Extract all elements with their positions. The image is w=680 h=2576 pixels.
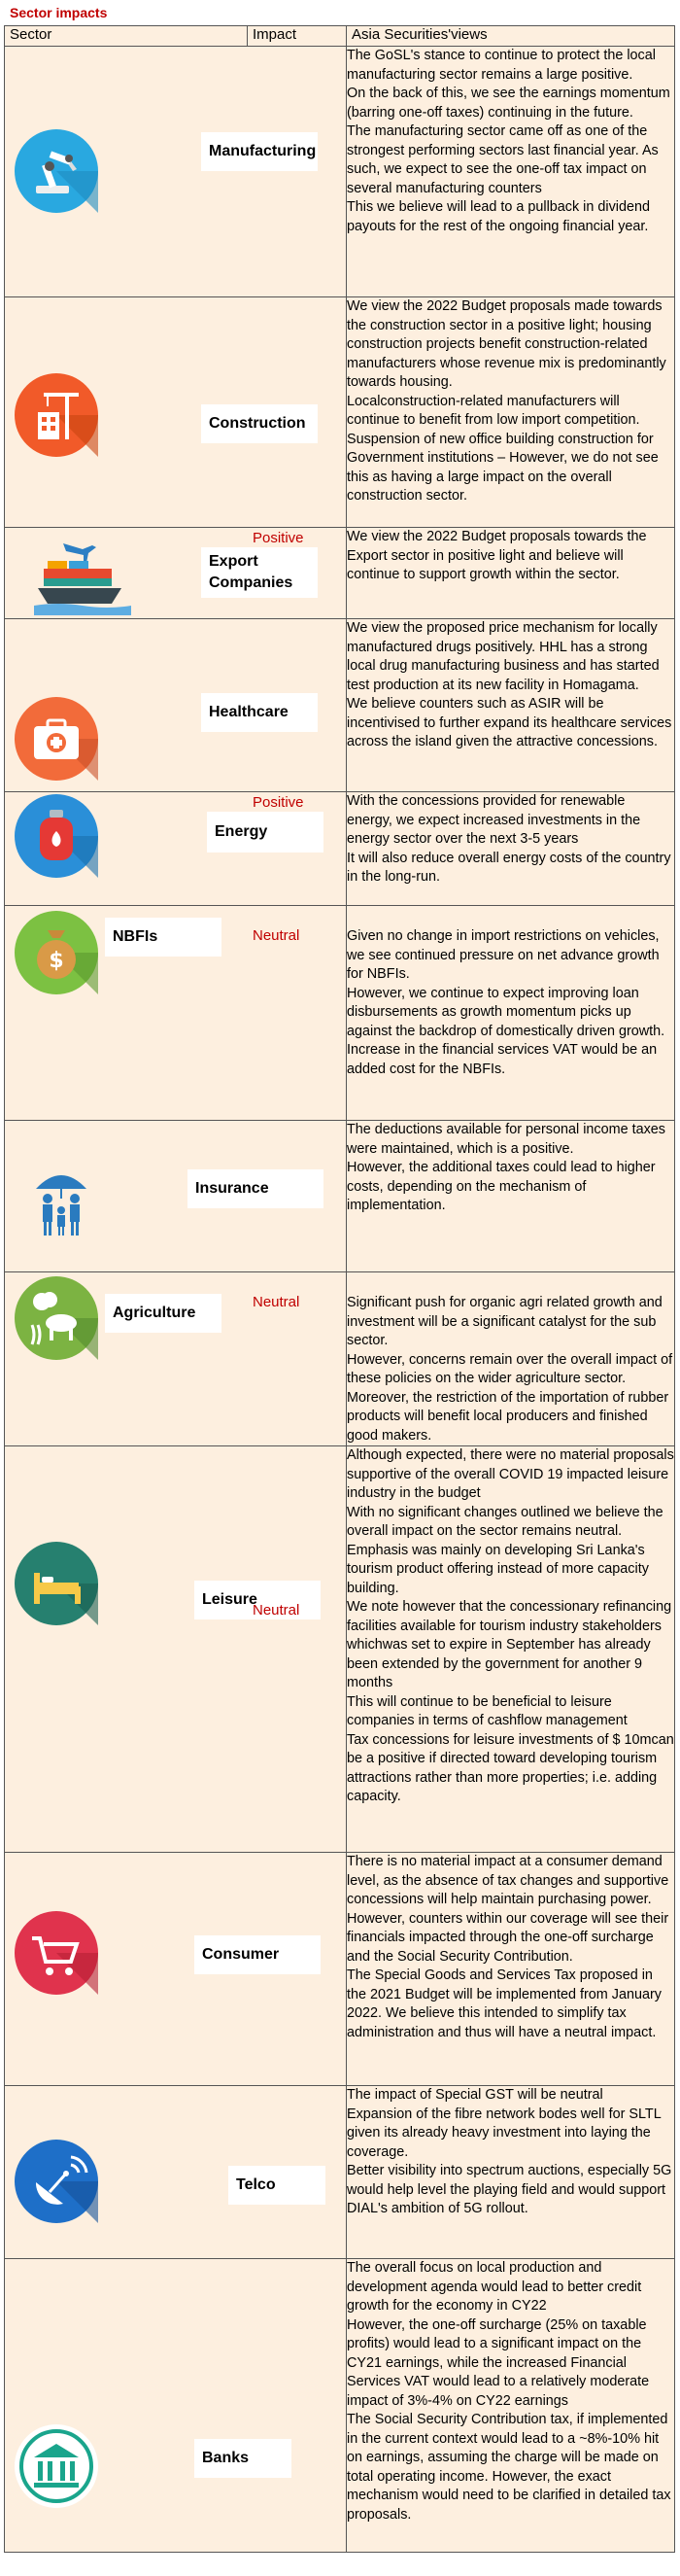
table-row (5, 1121, 675, 1272)
sector-label: Manufacturing (201, 132, 318, 171)
header-views: Asia Securities'views (347, 26, 675, 47)
views-paragraph: We note however that the concessionary refinancing facilities available for tourism industry stakeholders whichwas set to expire in September has already been extended by the government for another 9 months (347, 1599, 672, 1690)
views-paragraph: We view the 2022 Budget proposals made towards the construction sector in a positive light; housing construction projects benefit construction-related manufacturers whose revenue mix is predominantly towards housing. (347, 298, 666, 390)
bed-icon (15, 1542, 98, 1625)
views-paragraph: However, the additional taxes could lead to higher costs, depending on the mechanism of implementation. (347, 1160, 656, 1213)
table-header-row (5, 26, 675, 47)
views-paragraph: It will also reduce overall energy costs of the country in the long-run. (347, 850, 671, 885)
money-bag-icon (15, 911, 98, 994)
cargo-ship-plane-icon (34, 534, 131, 615)
bank-building-icon (15, 2424, 98, 2508)
sector-label: Leisure (194, 1581, 321, 1619)
sector-cell (5, 906, 347, 1121)
sector-cell (5, 2259, 347, 2553)
views-cell (347, 1121, 675, 1272)
table-row (5, 1446, 675, 1853)
sector-cell (5, 1272, 347, 1446)
views-paragraph: However, the one-off surcharge (25% on taxable profits) would lead to a significant impact on the CY21 earnings, while the increased Financial Services VAT would lead to a relatively moderate impact of 3%-4% on CY22 earnings (347, 2316, 650, 2409)
header-sector: Sector (5, 26, 248, 47)
views-paragraph: However, counters within our coverage will see their financials impacted through the one-off surcharge and the Social Security Contribution. (347, 1910, 669, 1965)
table-row (5, 528, 675, 619)
views-paragraph: However, we continue to expect improving loan disbursements as growth momentum picks up against the backdrop of domestically driven growth. (347, 985, 665, 1039)
views-paragraph: Expansion of the fibre network bodes well for SLTL given its already heavy investment into laying the coverage. (347, 2106, 662, 2160)
views-paragraph: We view the 2022 Budget proposals towards the Export sector in positive light and believe will continue to support growth within the sector. (347, 529, 647, 582)
sector-label: Construction (201, 404, 318, 443)
sector-cell (5, 1121, 347, 1272)
impact-label: Neutral (253, 1294, 300, 1310)
views-paragraph: Localconstruction-related manufacturers will continue to benefit from low import competition. (347, 393, 640, 428)
sector-cell (5, 2086, 347, 2259)
sector-label: Export Companies (201, 547, 318, 598)
sector-label: Healthcare (201, 693, 318, 732)
impact-label: Neutral (253, 927, 300, 944)
views-paragraph: Significant push for organic agri related growth and investment will be a significant catalyst for the sub sector. (347, 1295, 663, 1348)
views-paragraph: The manufacturing sector came off as one of the strongest performing sectors last financial year. As such, we expect to see the one-off tax impact on several manufacturing counters (347, 123, 659, 196)
views-cell (347, 297, 675, 528)
views-cell (347, 47, 675, 297)
page-title: Sector impacts (10, 5, 108, 20)
views-paragraph: Increase in the financial services VAT would be an added cost for the NBFIs. (347, 1042, 658, 1077)
views-paragraph: With no significant changes outlined we believe the overall impact on the sector remains neutral. (347, 1504, 663, 1539)
sector-label: NBFIs (105, 918, 221, 957)
views-paragraph: With the concessions provided for renewable energy, we expect increased investments in the energy sector over the next 3-5 years (347, 793, 641, 847)
table-row (5, 792, 675, 906)
views-cell (347, 619, 675, 792)
views-paragraph: The impact of Special GST will be neutral (347, 2087, 603, 2103)
sector-label: Telco (228, 2166, 325, 2205)
views-cell (347, 2259, 675, 2553)
views-paragraph: The Social Security Contribution tax, if implemented in the current context would lead to a ~8%-10% hit on earnings, assuming the charge will be made on total operating income. However, the exact mechanism would need to be clarified in detailed tax proposals. (347, 2412, 671, 2523)
views-paragraph: The Special Goods and Services Tax proposed in the 2021 Budget will be implemented from January 2022. We believe this intended to simplify tax administration and thus will have a neutral impact. (347, 1967, 662, 2040)
views-paragraph: Emphasis was mainly on developing Sri Lanka's tourism product offering instead of more capacity building. (347, 1542, 649, 1596)
sector-cell (5, 47, 347, 297)
crane-building-icon (15, 373, 98, 457)
views-paragraph: On the back of this, we see the earnings momentum (barring one-off taxes) continuing in the future. (347, 86, 670, 121)
table-row (5, 2259, 675, 2553)
sector-cell (5, 1853, 347, 2086)
table-row (5, 297, 675, 528)
views-paragraph: This will continue to be beneficial to leisure companies in terms of cashflow management (347, 1693, 628, 1728)
views-cell (347, 906, 675, 1121)
views-cell (347, 528, 675, 619)
views-cell (347, 1446, 675, 1853)
views-paragraph: The deductions available for personal income taxes were maintained, which is a positive. (347, 1122, 665, 1157)
gas-cylinder-icon (15, 794, 98, 878)
views-cell (347, 792, 675, 906)
table-row (5, 2086, 675, 2259)
satellite-dish-icon (15, 2140, 98, 2223)
table-row (5, 47, 675, 297)
views-paragraph: Given no change in import restrictions on vehicles, we see continued pressure on net advance growth for NBFIs. (347, 928, 660, 982)
views-paragraph: Tax concessions for leisure investments of $ 10mcan be a positive if directed toward developing tourism attractions rather than more properties; i.e. adding capacity. (347, 1731, 674, 1804)
sector-label: Energy (207, 812, 323, 853)
sector-label: Insurance (187, 1169, 323, 1208)
impact-label: Neutral (253, 1602, 300, 1619)
views-paragraph: Better visibility into spectrum auctions, especially 5G would help level the playing field and would support DIAL's ambition of 5G rollout. (347, 2163, 672, 2216)
views-paragraph: We believe counters such as ASIR will be incentivised to further expand its healthcare services across the island given the attractive concessions. (347, 696, 672, 749)
table-row (5, 1853, 675, 2086)
views-paragraph: We view the proposed price mechanism for locally manufactured drugs positively. HHL has a strong local drug manufacturing business and has started test production at its new facility in Homagama. (347, 620, 660, 693)
sector-cell (5, 792, 347, 906)
sector-cell (5, 619, 347, 792)
svg-text:$: $ (49, 949, 64, 973)
impact-label: Positive (253, 530, 304, 546)
table-row (5, 906, 675, 1121)
views-paragraph: The GoSL's stance to continue to protect the local manufacturing sector remains a large positive. (347, 48, 656, 83)
views-paragraph: However, concerns remain over the overall impact of these policies on the wider agriculture sector. (347, 1351, 673, 1386)
sector-impacts-table (4, 25, 675, 2553)
shopping-cart-icon (15, 1911, 98, 1995)
sector-cell (5, 297, 347, 528)
views-paragraph: There is no material impact at a consumer demand level, as the absence of tax changes and supportive concessions will help maintain purchasing power. (347, 1854, 669, 1907)
family-umbrella-icon (32, 1160, 90, 1237)
views-cell (347, 1853, 675, 2086)
farm-cow-icon (15, 1276, 98, 1360)
views-paragraph: Moreover, the restriction of the importation of rubber products will benefit local producers and finished good makers. (347, 1389, 669, 1444)
impact-label: Positive (253, 794, 304, 811)
views-paragraph: This we believe will lead to a pullback in dividend payouts for the rest of the ongoing financial year. (347, 199, 650, 234)
sector-cell (5, 528, 347, 619)
medical-kit-icon (15, 697, 98, 781)
views-paragraph: Although expected, there were no material proposals supportive of the overall COVID 19 impacted leisure industry in the budget (347, 1447, 674, 1501)
views-paragraph: The overall focus on local production and development agenda would lead to better credit growth for the economy in CY22 (347, 2260, 642, 2314)
robot-arm-icon (15, 129, 98, 213)
header-impact: Impact (248, 26, 347, 47)
table-row (5, 1272, 675, 1446)
sector-label: Banks (194, 2439, 291, 2478)
table-row (5, 619, 675, 792)
sector-label: Consumer (194, 1935, 321, 1974)
sector-cell (5, 1446, 347, 1853)
sector-label: Agriculture (105, 1294, 221, 1333)
views-cell (347, 1272, 675, 1446)
views-cell (347, 2086, 675, 2259)
views-paragraph: Suspension of new office building construction for Government institutions – However, we do not see this as having a large impact on the overall construction sector. (347, 431, 659, 504)
